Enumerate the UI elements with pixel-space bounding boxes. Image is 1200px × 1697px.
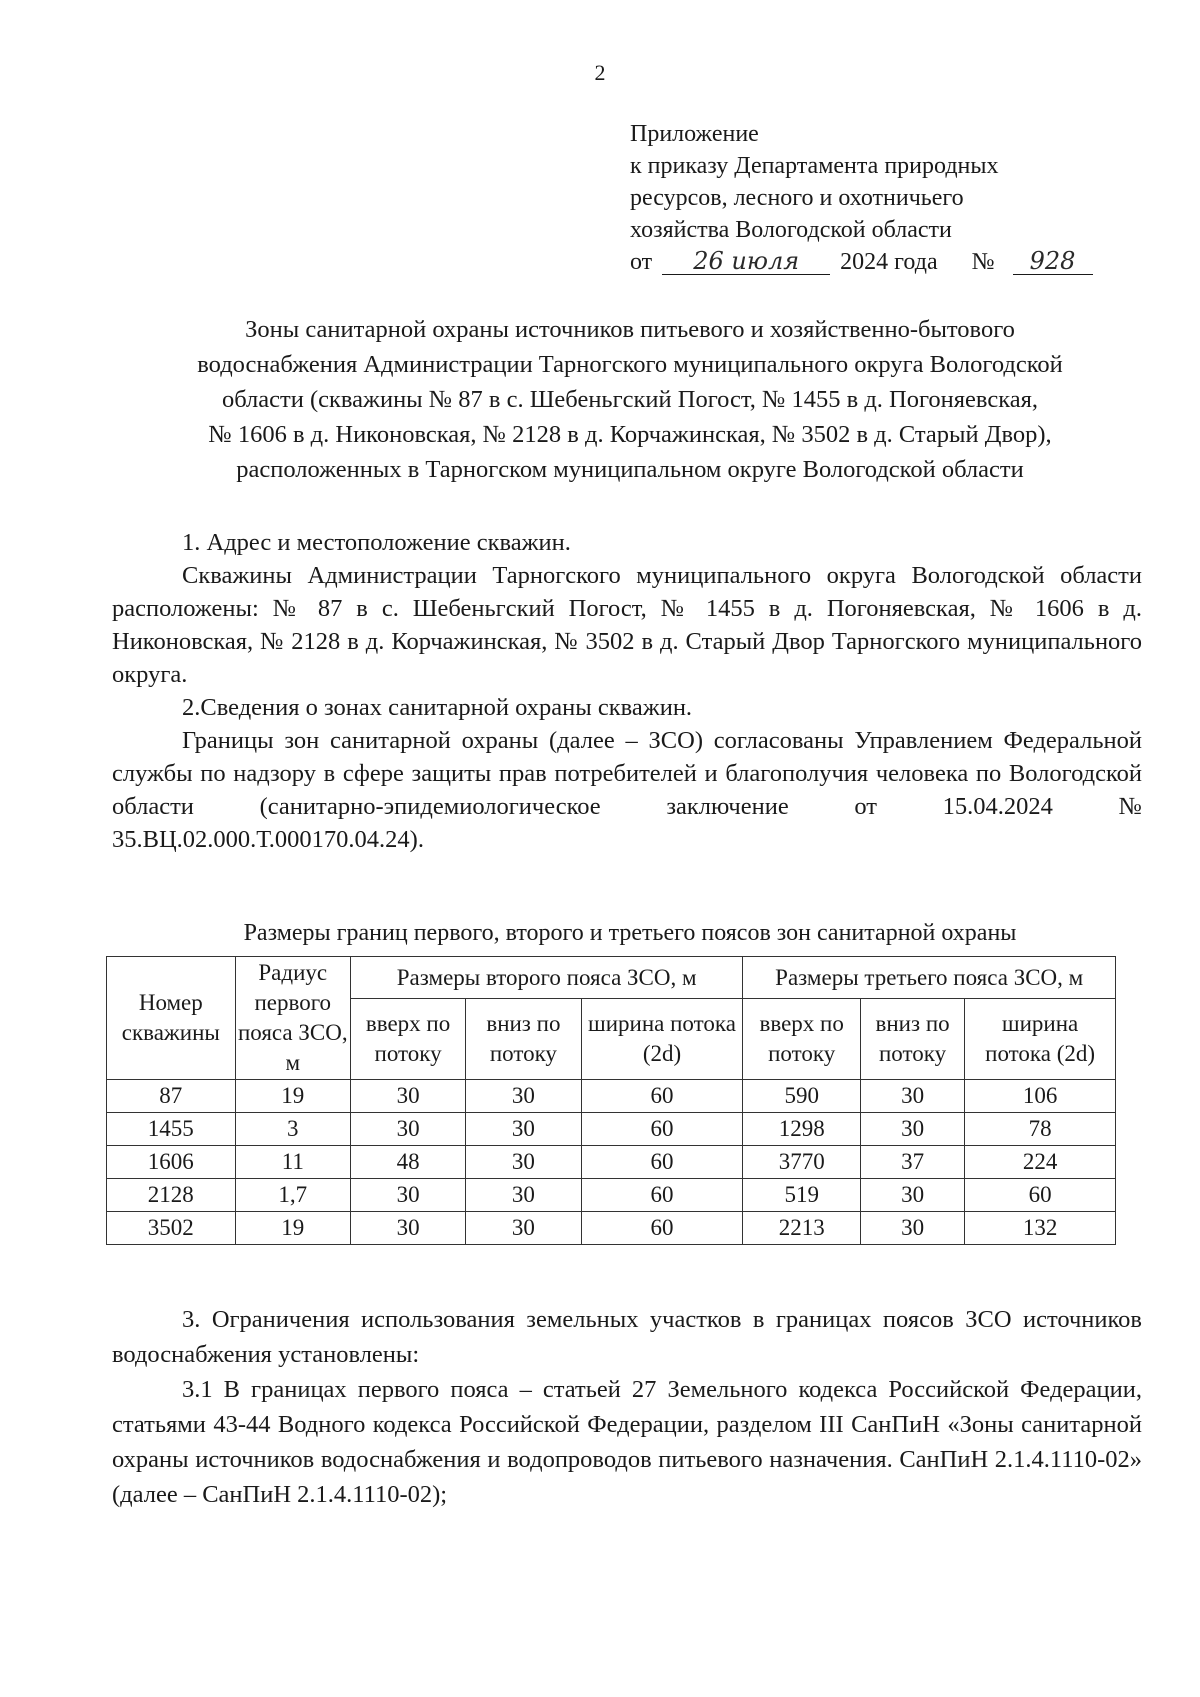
approval-block (630, 118, 1150, 278)
page-number: 2 (594, 60, 606, 85)
table-row (107, 1080, 1116, 1113)
header-down: вниз по потоку (466, 999, 581, 1080)
cell: 48 (350, 1146, 465, 1179)
cell: 30 (350, 1179, 465, 1212)
header-second-zone: Размеры второго пояса ЗСО, м (350, 957, 743, 999)
cell: 60 (581, 1179, 743, 1212)
cell: 3502 (107, 1212, 236, 1245)
cell: 60 (581, 1212, 743, 1245)
year-text: 2024 года (840, 249, 938, 275)
handwritten-number: 928 (1013, 248, 1093, 275)
title-line: № 1606 в д. Никоновская, № 2128 в д. Корчажинская, № 3502 в д. Старый Двор), (208, 421, 1052, 448)
cell: 60 (581, 1113, 743, 1146)
table-caption: Размеры границ первого, второго и третьего поясов зон санитарной охраны (243, 920, 1017, 946)
header-width: ширина потока (2d) (965, 999, 1116, 1080)
cell: 19 (235, 1080, 350, 1113)
cell: 1455 (107, 1113, 236, 1146)
cell: 30 (860, 1179, 964, 1212)
table-row (107, 1179, 1116, 1212)
table-row (107, 1113, 1116, 1146)
cell: 2128 (107, 1179, 236, 1212)
cell: 30 (466, 1146, 581, 1179)
approval-line: ресурсов, лесного и охотничьего (630, 185, 964, 211)
title-line: расположенных в Тарногском муниципальном округе Вологодской области (236, 456, 1024, 483)
cell: 106 (965, 1080, 1116, 1113)
cell: 3 (235, 1113, 350, 1146)
section1-text: Скважины Администрации Тарногского муниципального округа Вологодской области расположены: № 87 в с. Шебеньгский Погост, № 1455 в д. Погоняевская, № 1606 в д. Никоновская, № 2128 в д. Корчажинская, № 3502 в д. Старый Двор Тарногского муниципального округа. (112, 562, 1142, 688)
cell: 519 (743, 1179, 861, 1212)
cell: 30 (350, 1080, 465, 1113)
section2-text: Границы зон санитарной охраны (далее – ЗСО) согласованы Управлением Федеральной службы по надзору в сфере защиты прав потребителей и благополучия человека по Вологодской области (санитарно-эпидемиологическое заключение от 15.04.2024 № 35.ВЦ.02.000.Т.000170.04.24). (112, 727, 1142, 853)
section3-paragraph: 3. Ограничения использования земельных участков в границах поясов ЗСО источников водоснабжения установлены: (112, 1306, 1142, 1368)
cell: 37 (860, 1146, 964, 1179)
cell: 30 (860, 1212, 964, 1245)
approval-date-line (630, 246, 1150, 278)
cell: 60 (581, 1146, 743, 1179)
cell: 11 (235, 1146, 350, 1179)
cell: 132 (965, 1212, 1116, 1245)
title-line: области (скважины № 87 в с. Шебеньгский Погост, № 1455 в д. Погоняевская, (221, 386, 1039, 413)
cell: 2213 (743, 1212, 861, 1245)
from-label: от (630, 249, 653, 275)
header-third-zone: Размеры третьего пояса ЗСО, м (743, 957, 1116, 999)
cell: 30 (350, 1212, 465, 1245)
cell: 3770 (743, 1146, 861, 1179)
cell: 60 (965, 1179, 1116, 1212)
table-row (107, 1212, 1116, 1245)
header-width: ширина потока (2d) (581, 999, 743, 1080)
title-line: водоснабжения Администрации Тарногского муниципального округа Вологодской (197, 351, 1063, 378)
header-radius: Радиус первого пояса ЗСО, м (235, 957, 350, 1080)
header-up: вверх по потоку (743, 999, 861, 1080)
title-line: Зоны санитарной охраны источников питьевого и хозяйственно-бытового (245, 316, 1015, 343)
header-up: вверх по потоку (350, 999, 465, 1080)
body-sections-1-2 (112, 526, 1142, 856)
cell: 30 (860, 1080, 964, 1113)
cell: 30 (466, 1212, 581, 1245)
cell: 590 (743, 1080, 861, 1113)
header-well: Номер скважины (107, 957, 236, 1080)
cell: 30 (466, 1179, 581, 1212)
cell: 1298 (743, 1113, 861, 1146)
table-row (107, 1146, 1116, 1179)
cell: 30 (466, 1080, 581, 1113)
approval-line: к приказу Департамента природных (630, 153, 999, 179)
section3-paragraph: 3.1 В границах первого пояса – статьей 27 Земельного кодекса Российской Федерации, статьями 43-44 Водного кодекса Российской Федерации, разделом III СанПиН «Зоны санитарной охраны источников водоснабжения и водопроводов питьевого назначения. СанПиН 2.1.4.1110-02» (далее – СанПиН 2.1.4.1110-02); (112, 1376, 1142, 1508)
header-down: вниз по потоку (860, 999, 964, 1080)
number-label: № (971, 249, 995, 275)
approval-line: хозяйства Вологодской области (630, 217, 952, 243)
cell: 87 (107, 1080, 236, 1113)
section2-heading: 2.Сведения о зонах санитарной охраны скважин. (182, 694, 693, 721)
zones-table (106, 956, 1116, 1245)
cell: 30 (466, 1113, 581, 1146)
cell: 60 (581, 1080, 743, 1113)
document-title (100, 312, 1160, 487)
cell: 78 (965, 1113, 1116, 1146)
cell: 30 (350, 1113, 465, 1146)
cell: 30 (860, 1113, 964, 1146)
cell: 1606 (107, 1146, 236, 1179)
approval-line: Приложение (630, 121, 759, 147)
cell: 1,7 (235, 1179, 350, 1212)
body-section-3 (112, 1302, 1142, 1512)
cell: 224 (965, 1146, 1116, 1179)
handwritten-date: 26 июля (662, 248, 830, 275)
cell: 19 (235, 1212, 350, 1245)
section1-heading: 1. Адрес и местоположение скважин. (182, 529, 571, 556)
